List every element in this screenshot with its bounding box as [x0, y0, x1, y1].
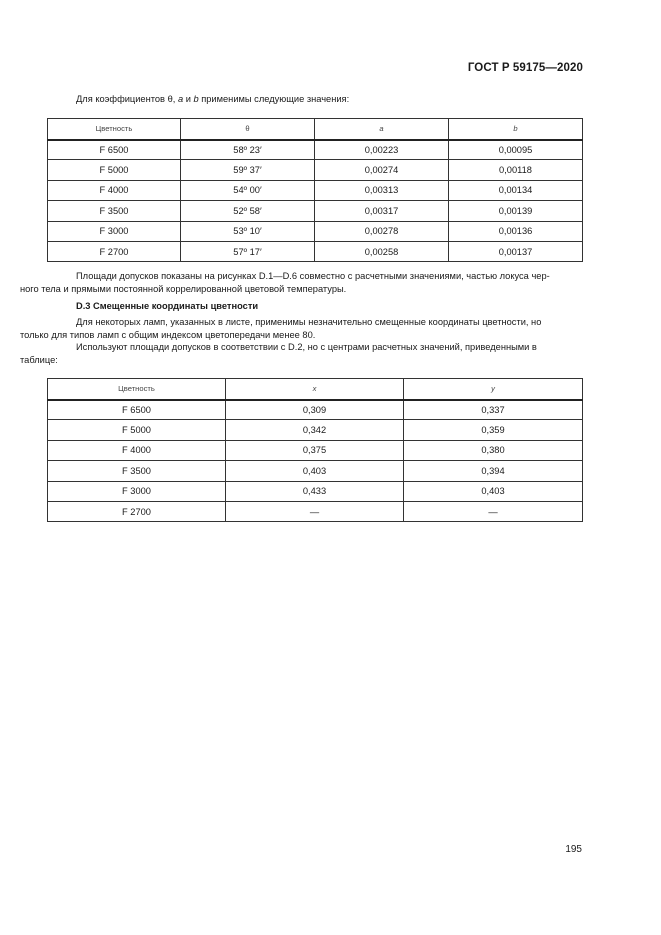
table-cell: F 5000 [48, 160, 181, 180]
column-header: b [449, 119, 583, 140]
table-cell: 0,00317 [315, 201, 449, 221]
intro-theta: θ [167, 94, 173, 104]
document-code: ГОСТ Р 59175—2020 [467, 62, 583, 74]
table-cell: F 4000 [48, 440, 226, 460]
text-line: ного тела и прямыми постоянной коррелированной цветовой температуры. [20, 283, 347, 294]
text-line: Используют площади допусков в соответствии с D.2, но с центрами расчетных значений, приведенными в [76, 342, 537, 352]
shifted-coordinates-table [47, 378, 583, 522]
column-header: x [226, 379, 404, 400]
table-cell: 0,342 [226, 420, 404, 440]
table-cell: — [404, 501, 583, 521]
table-cell: 0,00313 [315, 180, 449, 200]
table-cell: F 3500 [48, 201, 181, 221]
text-line: Площади допусков показаны на рисунках D.1—D.6 совместно с расчетными значениями, частью локуса чер- [76, 271, 550, 281]
table-cell: 0,00139 [449, 201, 583, 221]
column-header: Цветность [48, 379, 226, 400]
table-cell: 0,403 [226, 461, 404, 481]
table-row [48, 481, 583, 501]
table-row [48, 221, 583, 241]
table-cell: 0,00258 [315, 241, 449, 261]
table-cell: 0,00134 [449, 180, 583, 200]
table-cell: 0,359 [404, 420, 583, 440]
table-cell: F 3000 [48, 221, 181, 241]
intro-suffix: применимы следующие значения: [198, 94, 350, 104]
table-cell: 0,00136 [449, 221, 583, 241]
table-cell: F 5000 [48, 420, 226, 440]
intro-sep: и [183, 94, 194, 104]
table-cell: 0,337 [404, 400, 583, 420]
column-header: y [404, 379, 583, 400]
lamps-paragraph [20, 316, 583, 341]
text-line: только для типов ламп с общим индексом цветопередачи менее 80. [20, 329, 316, 340]
table-row [48, 420, 583, 440]
table-row [48, 160, 583, 180]
table-cell: 53º 10′ [181, 221, 315, 241]
intro-a: a [177, 94, 184, 104]
tolerance-paragraph [20, 270, 583, 295]
intro-prefix: Для коэффициентов [76, 94, 168, 104]
table-cell: 0,433 [226, 481, 404, 501]
table-row [48, 180, 583, 200]
table-row [48, 400, 583, 420]
section-heading: D.3 Смещенные координаты цветности [76, 301, 259, 311]
table-cell: 52º 58′ [181, 201, 315, 221]
table-cell: 0,00274 [315, 160, 449, 180]
table-cell: 0,394 [404, 461, 583, 481]
table-cell: 0,00095 [449, 140, 583, 160]
table-header-row [48, 119, 583, 140]
table-cell: F 2700 [48, 501, 226, 521]
table-cell: 0,380 [404, 440, 583, 460]
column-header: a [315, 119, 449, 140]
table-row [48, 140, 583, 160]
table-cell: F 2700 [48, 241, 181, 261]
table-row [48, 501, 583, 521]
page-number: 195 [565, 844, 582, 855]
table-cell: 54º 00′ [181, 180, 315, 200]
table-cell: — [226, 501, 404, 521]
intro-b: b [193, 94, 199, 104]
table-row [48, 440, 583, 460]
table-cell: 0,403 [404, 481, 583, 501]
table-cell: 0,00223 [315, 140, 449, 160]
table-cell: 0,00118 [449, 160, 583, 180]
column-header: Цветность [48, 119, 181, 140]
table-row [48, 241, 583, 261]
table-cell: 57º 17′ [181, 241, 315, 261]
table-cell: 59º 37′ [181, 160, 315, 180]
table-cell: 0,00278 [315, 221, 449, 241]
table-cell: F 3000 [48, 481, 226, 501]
table-row [48, 461, 583, 481]
intro-sep: , [172, 94, 178, 104]
column-header: θ [181, 119, 315, 140]
table-cell: F 3500 [48, 461, 226, 481]
table-cell: F 6500 [48, 140, 181, 160]
table-cell: 0,375 [226, 440, 404, 460]
table-cell: F 6500 [48, 400, 226, 420]
use-paragraph [20, 341, 583, 366]
text-line: Для некоторых ламп, указанных в листе, применимы незначительно смещенные координаты цветности, но [76, 317, 542, 327]
table-cell: 0,00137 [449, 241, 583, 261]
table-header-row [48, 379, 583, 400]
table-row [48, 201, 583, 221]
text-line: таблице: [20, 354, 58, 365]
table-cell: F 4000 [48, 180, 181, 200]
table-cell: 0,309 [226, 400, 404, 420]
table-cell: 58º 23′ [181, 140, 315, 160]
intro-paragraph [48, 93, 583, 106]
coefficients-table [47, 118, 583, 262]
